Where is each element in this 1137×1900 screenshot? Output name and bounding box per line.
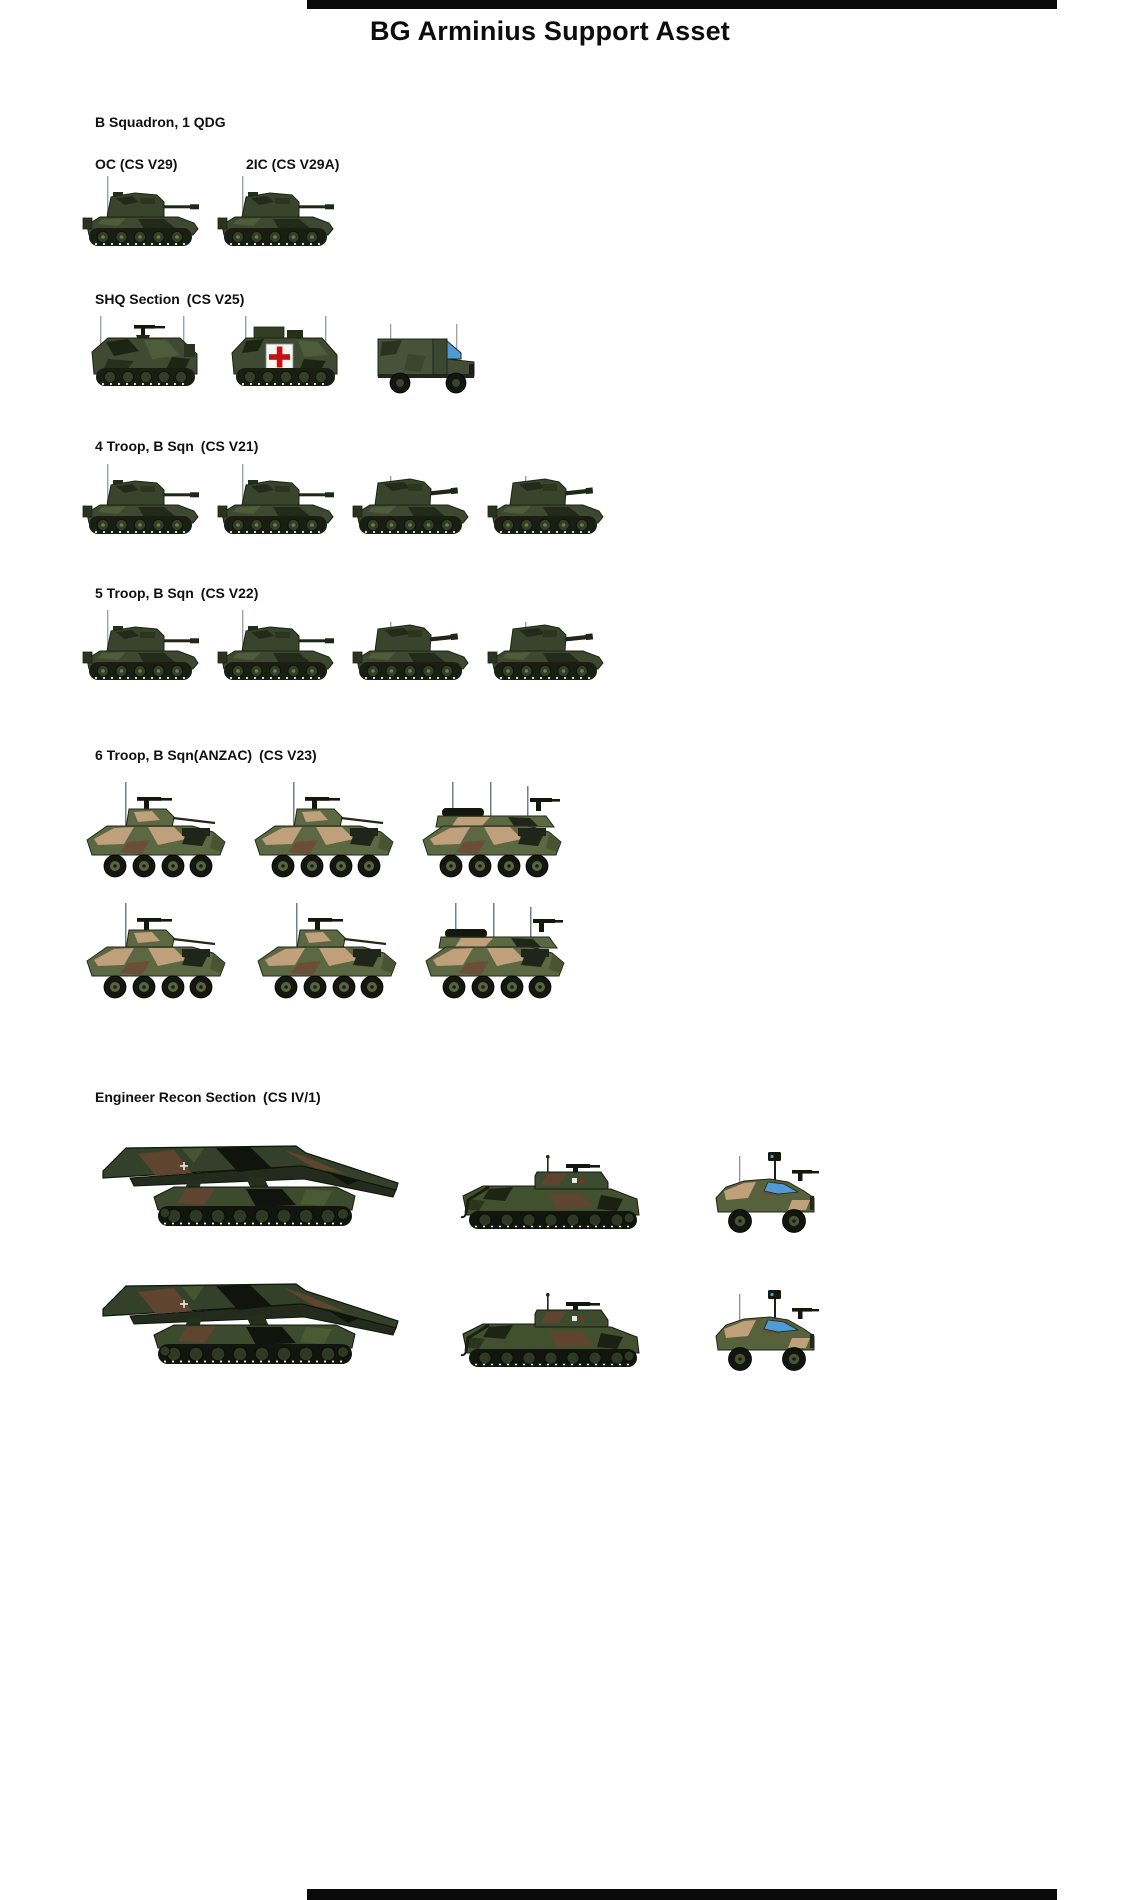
section-name: 5 Troop, B Sqn bbox=[95, 585, 194, 601]
aslav-turret-icon bbox=[82, 903, 237, 1008]
scimitar-tank-icon bbox=[80, 610, 212, 688]
section-label-troop5 bbox=[95, 585, 258, 602]
ambulance-apc-icon bbox=[224, 311, 352, 403]
scimitar-tank-icon bbox=[80, 464, 212, 542]
scout-car-icon bbox=[710, 1286, 825, 1384]
section-callsign: (CS V23) bbox=[259, 747, 317, 763]
section-label-engineer bbox=[95, 1089, 321, 1106]
section-callsign: (CS V21) bbox=[200, 438, 259, 454]
scorpion-tank-icon bbox=[485, 610, 617, 688]
scorpion-tank-icon bbox=[350, 464, 482, 542]
scorpion-tank-icon bbox=[485, 464, 617, 542]
engineer-apc-icon bbox=[455, 1293, 660, 1385]
squadron-header: B Squadron, 1 QDG bbox=[95, 114, 226, 130]
section-name: 6 Troop, B Sqn(ANZAC) bbox=[95, 747, 253, 763]
section-name: 4 Troop, B Sqn bbox=[95, 438, 194, 454]
scout-car-icon bbox=[710, 1148, 825, 1246]
section-name: SHQ Section bbox=[95, 291, 180, 307]
bridgelayer-tank-icon bbox=[98, 1133, 406, 1243]
aslav-turret-icon bbox=[253, 903, 408, 1008]
scorpion-tank-icon bbox=[350, 610, 482, 688]
scimitar-tank-icon bbox=[80, 176, 212, 254]
bottom-border-bar bbox=[307, 1889, 1057, 1900]
tracked-apc-icon bbox=[84, 311, 212, 403]
bridgelayer-tank-icon bbox=[98, 1271, 406, 1381]
section-callsign: (CS V22) bbox=[200, 585, 259, 601]
section-callsign: (CS IV/1) bbox=[263, 1089, 321, 1105]
section-label-shq bbox=[95, 291, 244, 308]
top-border-bar bbox=[307, 0, 1057, 9]
utility-truck-icon bbox=[372, 324, 478, 400]
engineer-apc-icon bbox=[455, 1155, 660, 1247]
scimitar-tank-icon bbox=[215, 610, 347, 688]
section-label-troop4 bbox=[95, 438, 258, 455]
2ic-label: 2IC (CS V29A) bbox=[246, 156, 340, 172]
scimitar-tank-icon bbox=[215, 464, 347, 542]
aslav-command-icon bbox=[421, 903, 576, 1008]
section-label-troop6 bbox=[95, 747, 317, 764]
section-callsign: (CS V25) bbox=[186, 291, 245, 307]
aslav-turret-icon bbox=[82, 782, 237, 887]
page-title: BG Arminius Support Asset bbox=[369, 16, 731, 46]
aslav-command-icon bbox=[418, 782, 573, 887]
scimitar-tank-icon bbox=[215, 176, 347, 254]
aslav-turret-icon bbox=[250, 782, 405, 887]
oc-label: OC (CS V29) bbox=[95, 156, 178, 172]
section-name: Engineer Recon Section bbox=[95, 1089, 257, 1105]
